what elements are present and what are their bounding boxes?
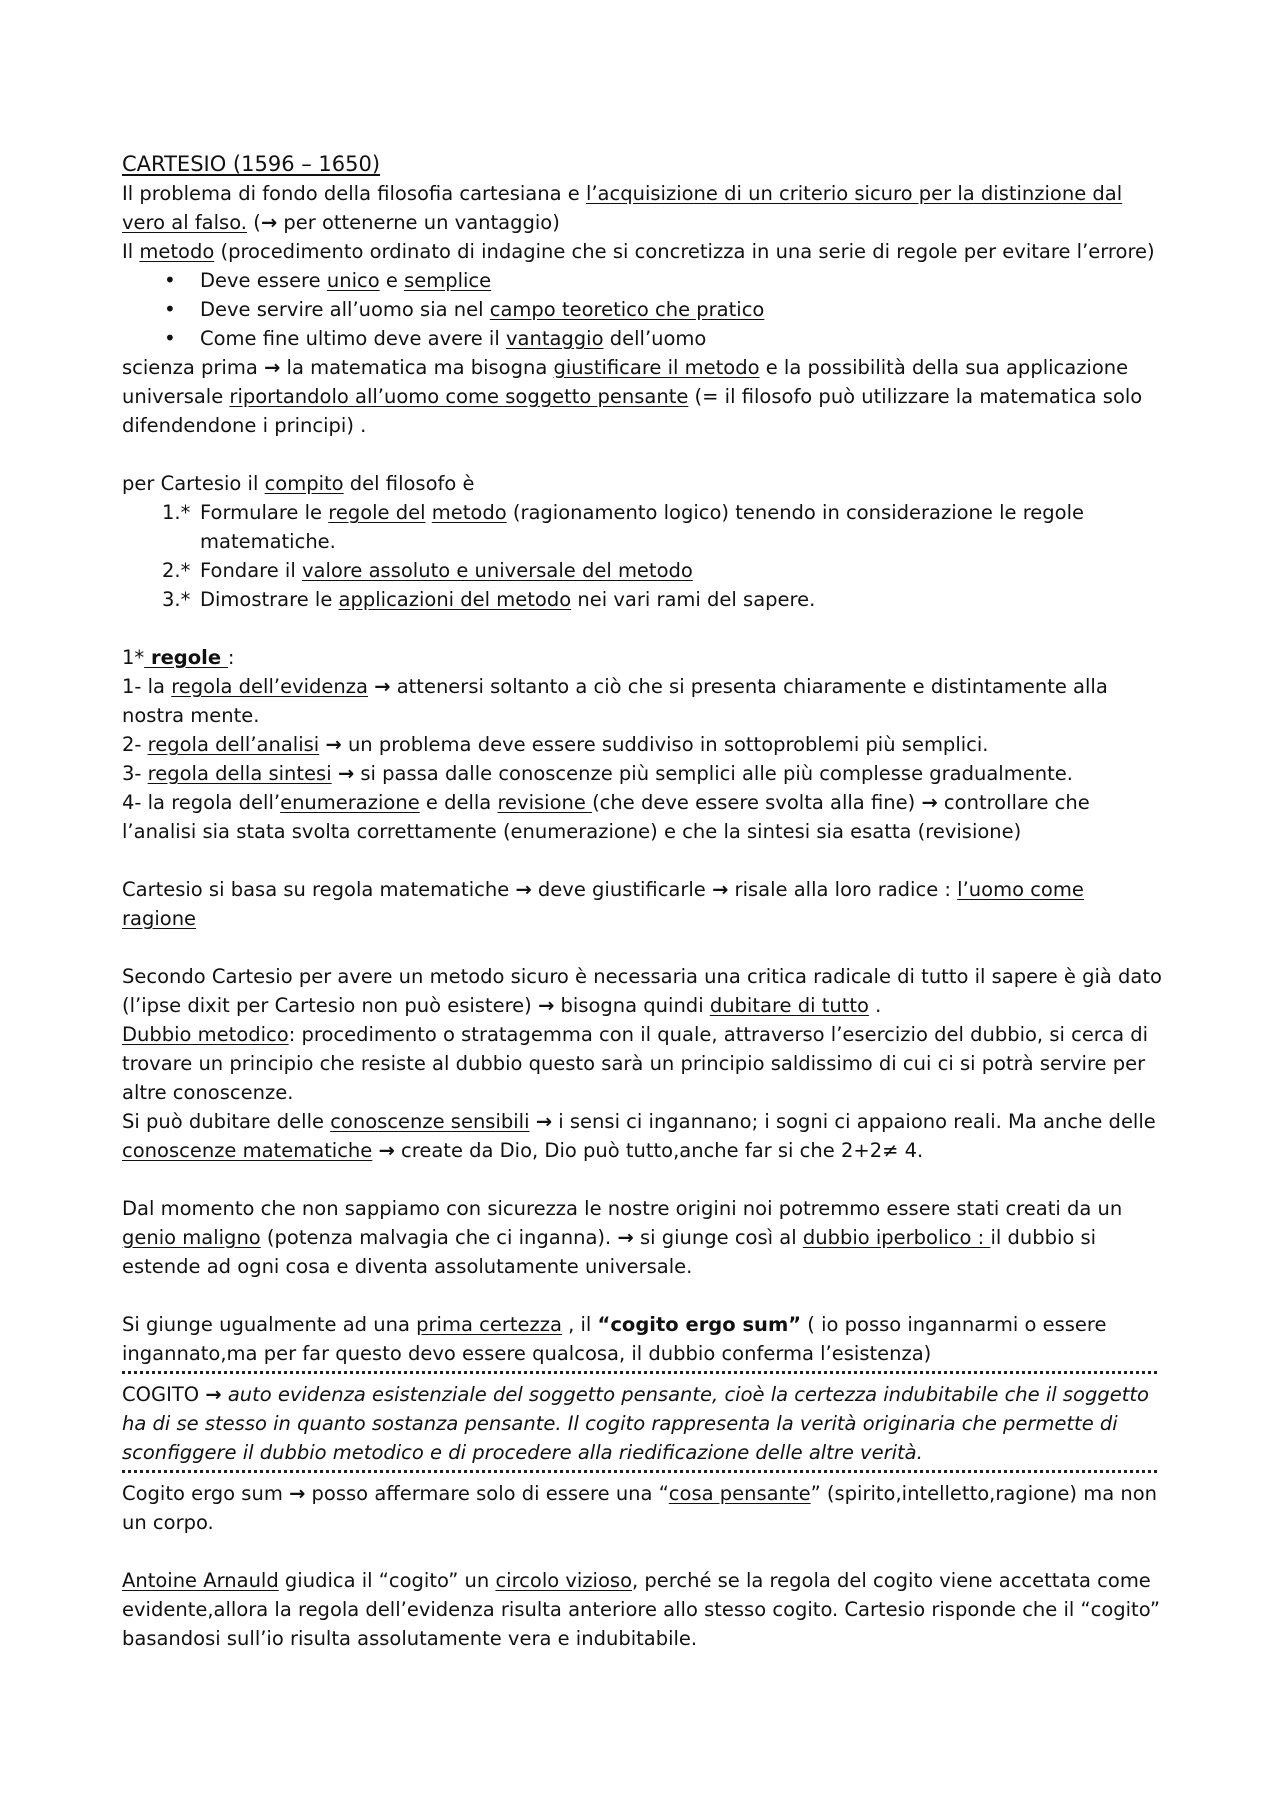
document-body <box>122 150 1162 1653</box>
arrow-icon: → <box>537 994 555 1017</box>
arrow-icon: → <box>205 1383 222 1406</box>
list-item: • Deve servire all’uomo sia nel campo teoretico che pratico <box>122 295 1162 324</box>
genio-maligno-paragraph: Dal momento che non sappiamo con sicurezza le nostre origini noi potremmo essere stati creati da un genio maligno (potenza malvagia che ci inganna). → si giunge così al dubbio iperbolico : il dubbio si estende ad ogni cosa e diventa assolutamente universale. <box>122 1197 1123 1278</box>
arrow-icon: → <box>289 1482 306 1505</box>
arrow-icon: → <box>337 762 355 785</box>
arnauld-paragraph: Antoine Arnauld giudica il “cogito” un circolo vizioso, perché se la regola del cogito viene accettata come evidente,allora la regola dell’evidenza risulta anteriore allo stesso cogito. Cartesio risponde che il “cogito” basandosi sull’io risulta assolutamente vera e indubitabile. <box>122 1569 1161 1650</box>
scienza-paragraph: scienza prima → la matematica ma bisogna giustificare il metodo e la possibilità della sua applicazione universale riportandolo all’uomo come soggetto pensante (= il filosofo può utilizzare la matematica solo difendendone i principi) . <box>122 356 1143 437</box>
arrow-icon: → <box>378 1139 395 1162</box>
arrow-icon: → <box>617 1226 634 1249</box>
cogito-ergo-sum-paragraph: Cogito ergo sum → posso affermare solo di essere una “cosa pensante” (spirito,intelletto,ragione) ma non un corpo. <box>122 1482 1158 1534</box>
compito-intro: per Cartesio il compito del filosofo è <box>122 472 475 495</box>
list-item: 3.* Dimostrare le applicazioni del metodo nei vari rami del sapere. <box>162 588 816 611</box>
arrow-icon: → <box>325 733 342 756</box>
arrow-icon: → <box>921 791 938 814</box>
arrow-icon: → <box>264 356 281 379</box>
cogito-definition: COGITO → auto evidenza esistenziale del soggetto pensante, cioè la certezza indubitabile che il soggetto ha di se stesso in quanto sostanza pensante. Il cogito rappresenta la verità originaria che permette di sconfiggere il dubbio metodico e di procedere alla riedificazione delle altre verità. <box>122 1383 1149 1464</box>
metodo-bullet-list <box>122 266 1162 353</box>
list-item: • Come fine ultimo deve avere il vantaggio dell’uomo <box>122 324 1162 353</box>
dotted-separator-top <box>122 1371 1157 1374</box>
base-paragraph: Cartesio si basa su regola matematiche → deve giustificarle → risale alla loro radice : l’uomo come ragione <box>122 878 1084 930</box>
regola-evidenza: 1- la regola dell’evidenza → attenersi soltanto a ciò che si presenta chiaramente e distintamente alla nostra mente. <box>122 675 1108 727</box>
metodo-paragraph: Il metodo (procedimento ordinato di indagine che si concretizza in una serie di regole per evitare l’errore) <box>122 240 1155 263</box>
regola-enumerazione: 4- la regola dell’enumerazione e della revisione (che deve essere svolta alla fine) → controllare che l’analisi sia stata svolta correttamente (enumerazione) e che la sintesi sia esatta (revisione) <box>122 791 1090 843</box>
dubbio-metodico-paragraph: Dubbio metodico: procedimento o stratagemma con il quale, attraverso l’esercizio del dubbio, si cerca di trovare un principio che resiste al dubbio questo sarà un principio saldissimo di cui ci si potrà servire per altre conoscenze. <box>122 1023 1149 1104</box>
list-item: 1.* Formulare le regole del metodo (ragionamento logico) tenendo in considerazione le regole matematiche. <box>162 501 1085 553</box>
arrow-icon: → <box>535 1110 553 1133</box>
arrow-icon: → <box>374 675 391 698</box>
list-item: • Deve essere unico e semplice <box>122 266 1162 295</box>
intro-paragraph: Il problema di fondo della filosofia cartesiana e l’acquisizione di un criterio sicuro per la distinzione dal vero al falso. (→ per ottenerne un vantaggio) <box>122 182 1123 234</box>
arrow-icon: → <box>260 211 278 234</box>
prima-certezza-paragraph: Si giunge ugualmente ad una prima certezza , il “cogito ergo sum” ( io posso ingannarmi o essere ingannato,ma per far questo devo essere qualcosa, il dubbio conferma l’esistenza) <box>122 1313 1107 1365</box>
dubbio-paragraph: Secondo Cartesio per avere un metodo sicuro è necessaria una critica radicale di tutto il sapere è già dato (l’ipse dixit per Cartesio non può esistere) → bisogna quindi dubitare di tutto . <box>122 965 1162 1017</box>
list-item: 2.* Fondare il valore assoluto e universale del metodo <box>162 559 693 582</box>
arrow-icon: → <box>712 878 729 901</box>
regole-heading: 1* regole : <box>122 646 235 669</box>
page-title: CARTESIO (1596 – 1650) <box>122 152 381 176</box>
regola-analisi: 2- regola dell’analisi → un problema deve essere suddiviso in sottoproblemi più semplici. <box>122 733 989 756</box>
compito-numbered-list <box>122 498 1162 614</box>
conoscenze-paragraph: Si può dubitare delle conoscenze sensibili → i sensi ci ingannano; i sogni ci appaiono reali. Ma anche delle conoscenze matematiche → create da Dio, Dio può tutto,anche far si che 2+2≠ 4. <box>122 1110 1156 1162</box>
arrow-icon: → <box>515 878 532 901</box>
regola-sintesi: 3- regola della sintesi → si passa dalle conoscenze più semplici alle più complesse gradualmente. <box>122 762 1073 785</box>
dotted-separator-bottom <box>122 1470 1157 1473</box>
